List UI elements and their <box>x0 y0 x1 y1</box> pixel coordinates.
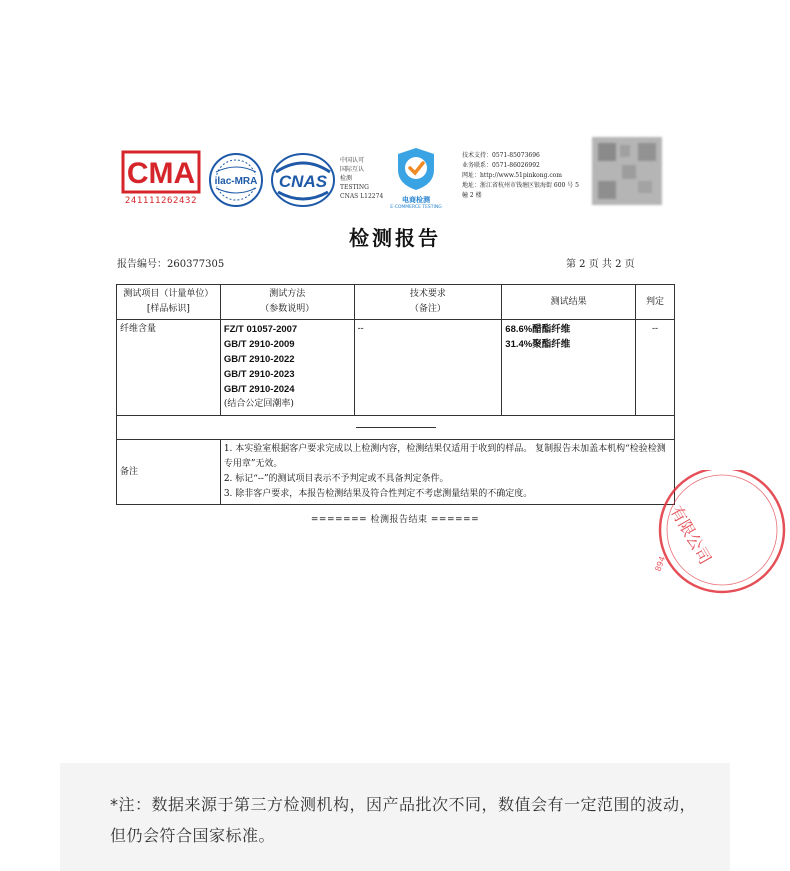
table-row <box>117 320 675 416</box>
ilac-logo-text: ilac-MRA <box>214 176 258 187</box>
separator-line <box>356 427 436 428</box>
cnas-line: 国际互认 <box>340 166 365 173</box>
contact-line: 业务联系：0571-86026992 <box>462 162 540 169</box>
contact-line: 技术支持：0571-85073696 <box>462 152 540 159</box>
remarks-content <box>220 440 674 505</box>
contact-info <box>462 151 592 201</box>
cnas-logo <box>270 152 336 208</box>
remark-item: 1. 本实验室根据客户要求完成以上检测内容，检测结果仅适用于收到的样品。 复制报告未加盖本机构“检验检测专用章”无效。 <box>223 444 666 469</box>
contact-line: 网址：http://www.51pinkong.com <box>462 172 562 179</box>
disclaimer-box <box>60 763 730 871</box>
report-number-value: 260377305 <box>167 259 225 270</box>
header-verdict: 判定 <box>636 285 675 320</box>
cell-test-methods: FZ/T 01057-2007 GB/T 2910-2009 GB/T 2910-2022 GB/T 2910-2023 GB/T 2910-2024 (结合公定回潮率) <box>220 320 354 416</box>
report-title: 检测报告 <box>349 226 441 250</box>
cma-logo-text: CMA <box>126 157 196 190</box>
cnas-line: CNAS L12274 <box>340 193 384 200</box>
header-test-item: 测试项目（计量单位） [样品标识] <box>117 285 221 320</box>
cma-number: 241111262432 <box>124 196 198 206</box>
badge-en: E-COMMERCE TESTING <box>390 205 442 210</box>
remark-item: 2. 标记“--”的测试项目表示不予判定或不具备判定条件。 <box>223 474 449 484</box>
ilac-mra-logo <box>208 152 264 208</box>
contact-line: 幢 2 楼 <box>462 192 482 199</box>
header-test-method: 测试方法 （参数说明） <box>220 285 354 320</box>
disclaimer-text: *注：数据来源于第三方检测机构，因产品批次不同，数值会有一定范围的波动，但仍会符合国家标准。 <box>110 795 697 845</box>
cell-results: 68.6%醋酯纤维 31.4%聚酯纤维 <box>502 320 636 416</box>
page-info: 第 2 页 共 2 页 <box>566 259 635 270</box>
cnas-info <box>340 156 383 201</box>
report-end-marker: ======= 检测报告结束 ====== <box>310 515 480 525</box>
stamp-digits: 894 <box>653 555 668 573</box>
cnas-line: 检测 <box>340 175 353 182</box>
badge-cn: 电商检测 <box>402 196 430 204</box>
remark-item: 3. 除非客户要求，本报告检测结果及符合性判定不考虑测量结果的不确定度。 <box>223 489 533 499</box>
report-number <box>117 255 224 270</box>
header-tech-requirement: 技术要求 （备注） <box>354 285 502 320</box>
stamp-text: 有限公司 <box>666 502 715 568</box>
cell-test-item: 纤维含量 <box>117 320 221 416</box>
blurred-qr-code <box>592 137 662 205</box>
report-table <box>116 284 675 505</box>
table-header-row <box>117 285 675 320</box>
header-test-result: 测试结果 <box>502 285 636 320</box>
cma-logo <box>121 150 201 194</box>
cnas-logo-text: CNAS <box>278 172 328 191</box>
company-stamp <box>640 470 790 600</box>
contact-line: 地址：浙江省杭州市钱塘区银海街 600 号 5 <box>462 182 579 189</box>
separator-row <box>117 416 675 440</box>
shield-check-icon <box>386 146 446 192</box>
remarks-row <box>117 440 675 505</box>
report-number-label: 报告编号： <box>117 259 167 270</box>
remarks-label: 备注 <box>117 440 221 505</box>
ecommerce-testing-badge <box>386 146 446 210</box>
cnas-line: 中国认可 <box>340 157 365 164</box>
cell-requirement: -- <box>354 320 502 416</box>
cnas-line: TESTING <box>340 184 369 191</box>
cell-verdict: -- <box>636 320 675 416</box>
